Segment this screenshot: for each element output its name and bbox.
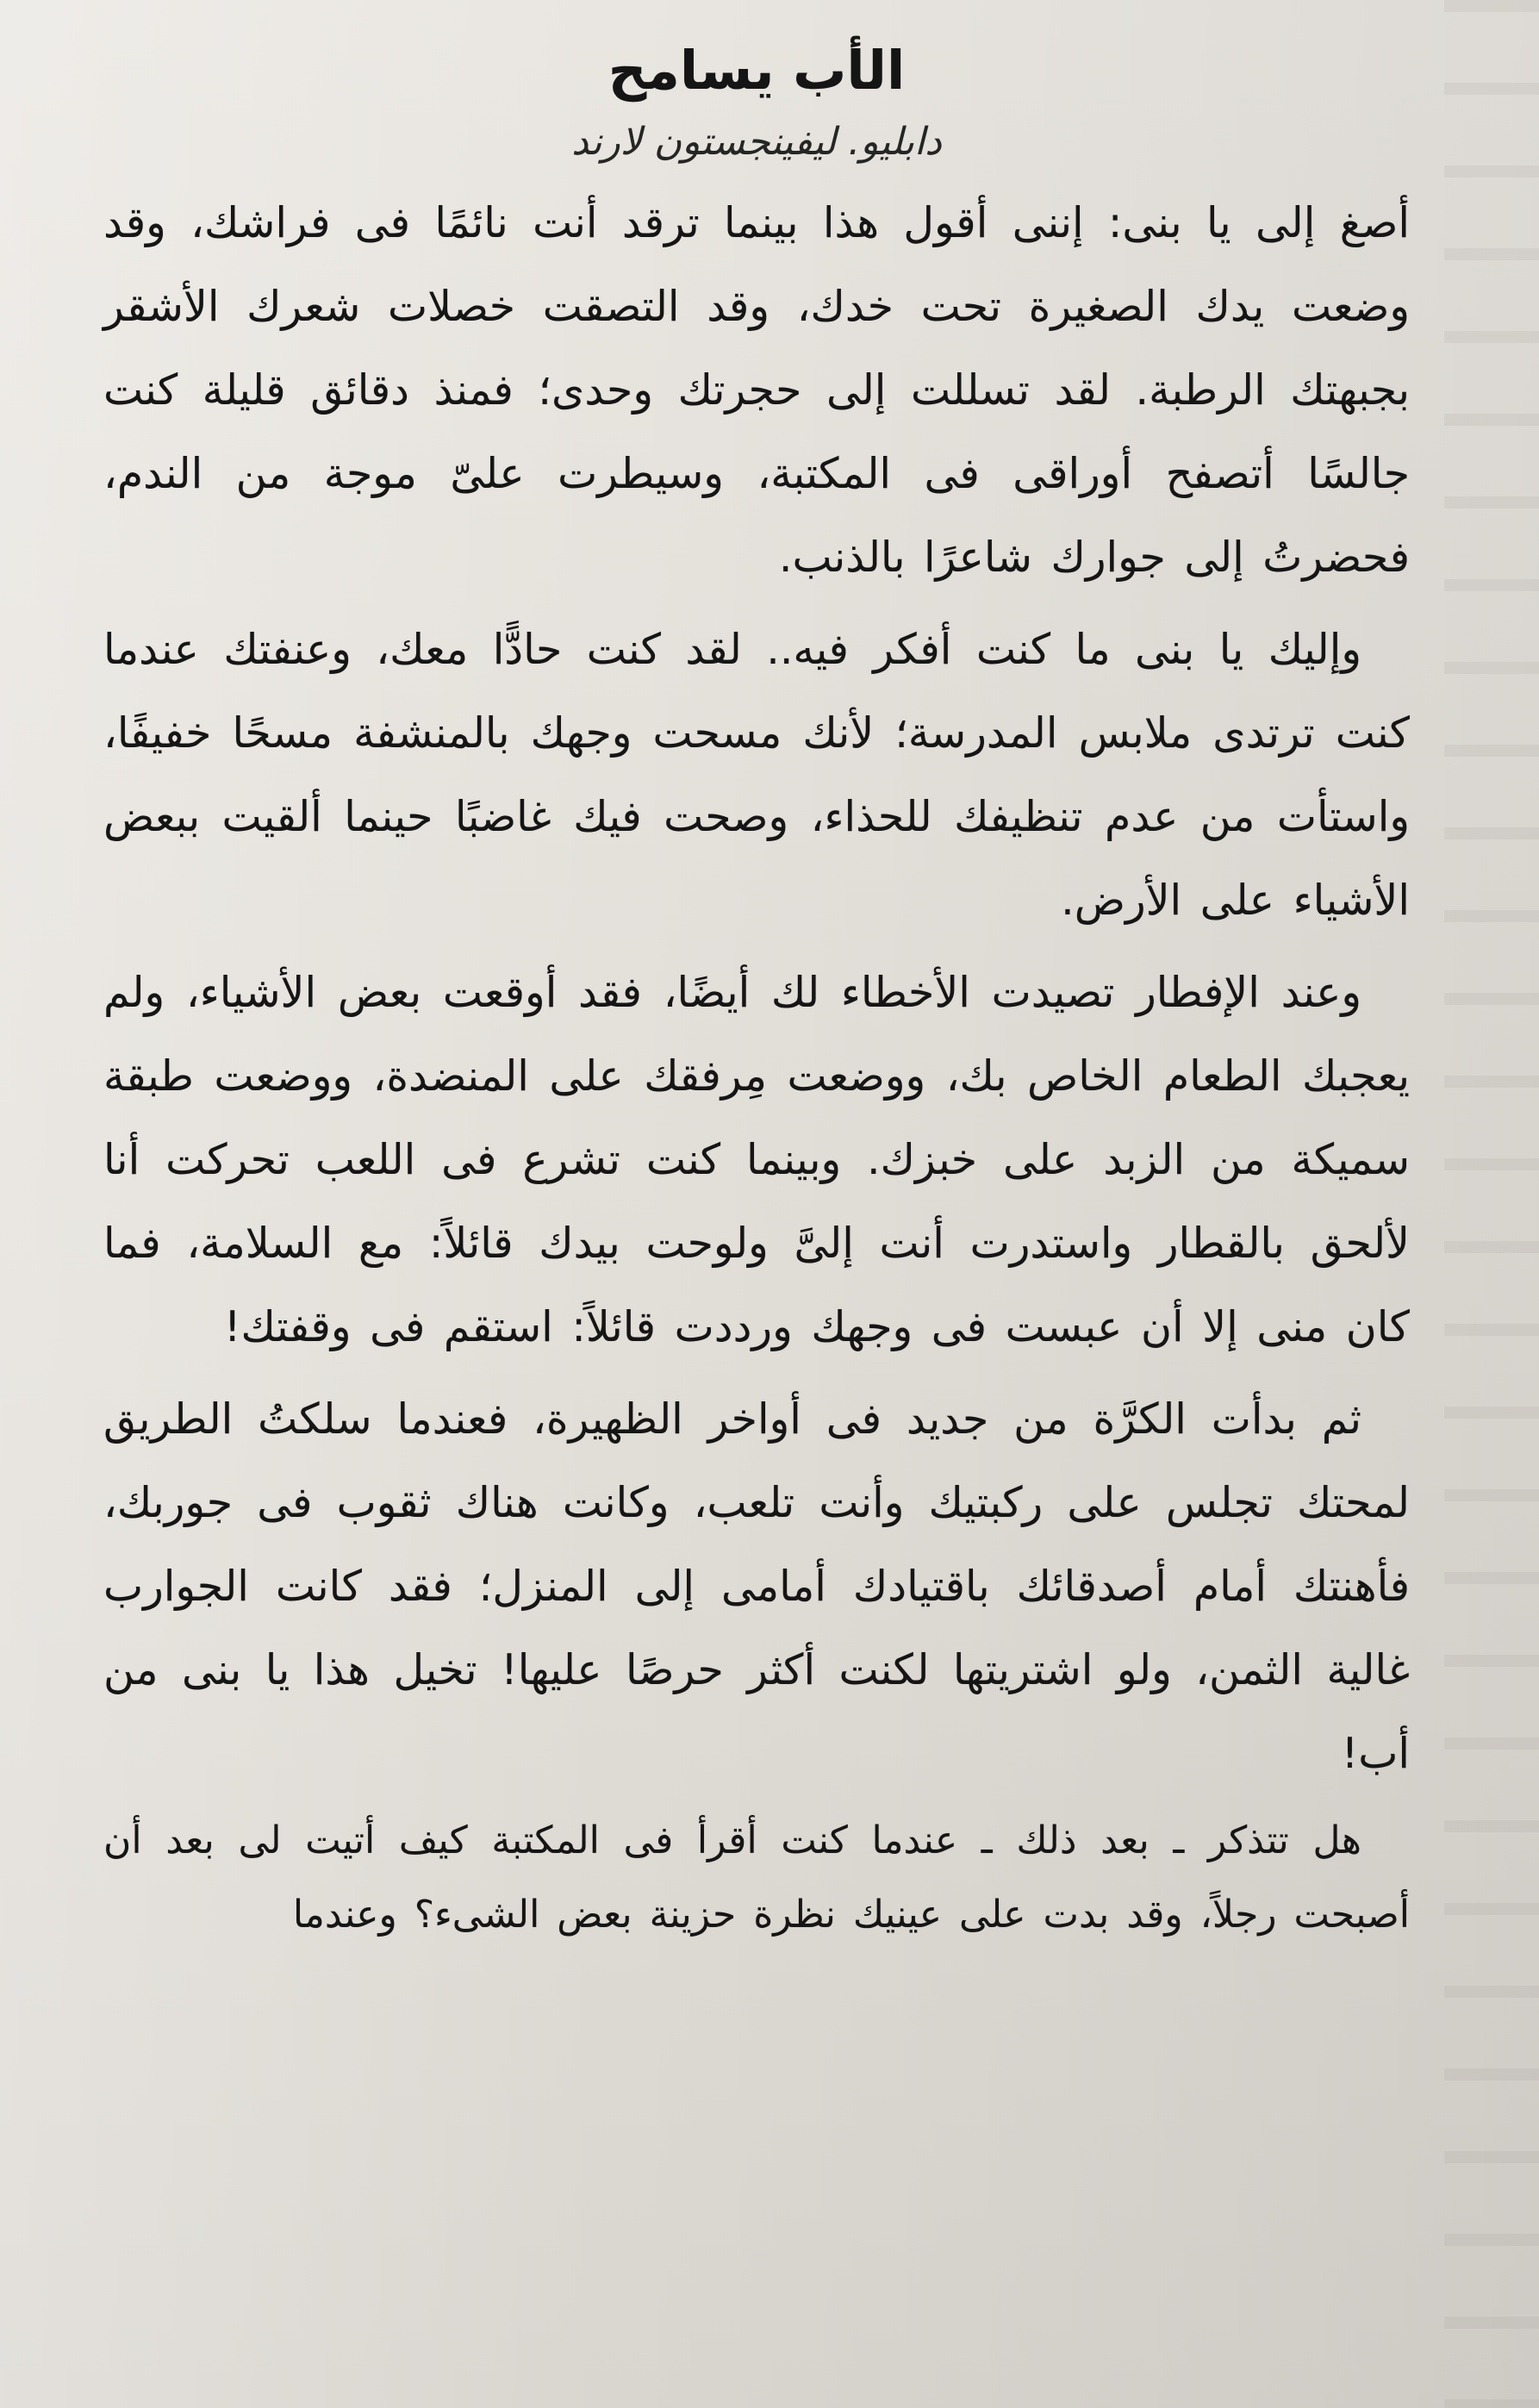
paragraph-1: أصغ إلى يا بنى: إننى أقول هذا بينما ترقد أنت نائمًا فى فراشك، وقد وضعت يدك الصغيرة تحت خدك، وقد التصقت خصلات شعرك الأشقر بجبهتك الرطبة. لقد تسللت إلى حجرتك وحدى؛ فمنذ دقائق قليلة كنت جالسًا أتصفح أوراقى فى المكتبة، وسيطرت علىّ موجة من الندم، فحضرتُ إلى جوارك شاعرًا بالذنب. (103, 198, 1410, 582)
paragraph-2: وإليك يا بنى ما كنت أفكر فيه.. لقد كنت حادًّا معك، وعنفتك عندما كنت ترتدى ملابس المدرسة؛ لأنك مسحت وجهك بالمنشفة مسحًا خفيفًا، واستأت من عدم تنظيفك للحذاء، وصحت فيك غاضبًا حينما ألقيت ببعض الأشياء على الأرض. (103, 625, 1410, 925)
page-content (103, 34, 1410, 2374)
paragraph-5: هل تتذكر ـ بعد ذلك ـ عندما كنت أقرأ فى المكتبة كيف أتيت لى بعد أن أصبحت رجلاً، وقد بدت على عينيك نظرة حزينة بعض الشىء؟ وعندما (103, 1818, 1410, 1937)
paragraph-4: ثم بدأت الكرَّة من جديد فى أواخر الظهيرة، فعندما سلكتُ الطريق لمحتك تجلس على ركبتيك وأنت تلعب، وكانت هناك ثقوب فى جوربك، فأهنتك أمام أصدقائك باقتيادك أمامى إلى المنزل؛ فقد كانت الجوارب غالية الثمن، ولو اشتريتها لكنت أكثر حرصًا عليها! تخيل هذا يا بنى من أب! (103, 1394, 1410, 1778)
page-edge-shadow (1444, 0, 1539, 2408)
chapter-title: الأب يسامح (608, 39, 906, 102)
paragraph-3: وعند الإفطار تصيدت الأخطاء لك أيضًا، فقد أوقعت بعض الأشياء، ولم يعجبك الطعام الخاص بك، ووضعت مِرفقك على المنضدة، ووضعت طبقة سميكة من الزبد على خبزك. وبينما كنت تشرع فى اللعب تحركت أنا لألحق بالقطار واستدرت أنت إلىَّ ولوحت بيدك قائلاً: مع السلامة، فما كان منى إلا أن عبست فى وجهك ورددت قائلاً: استقم فى وقفتك! (103, 968, 1410, 1351)
author-name: دابليو. ليفينجستون لارند (571, 120, 942, 164)
